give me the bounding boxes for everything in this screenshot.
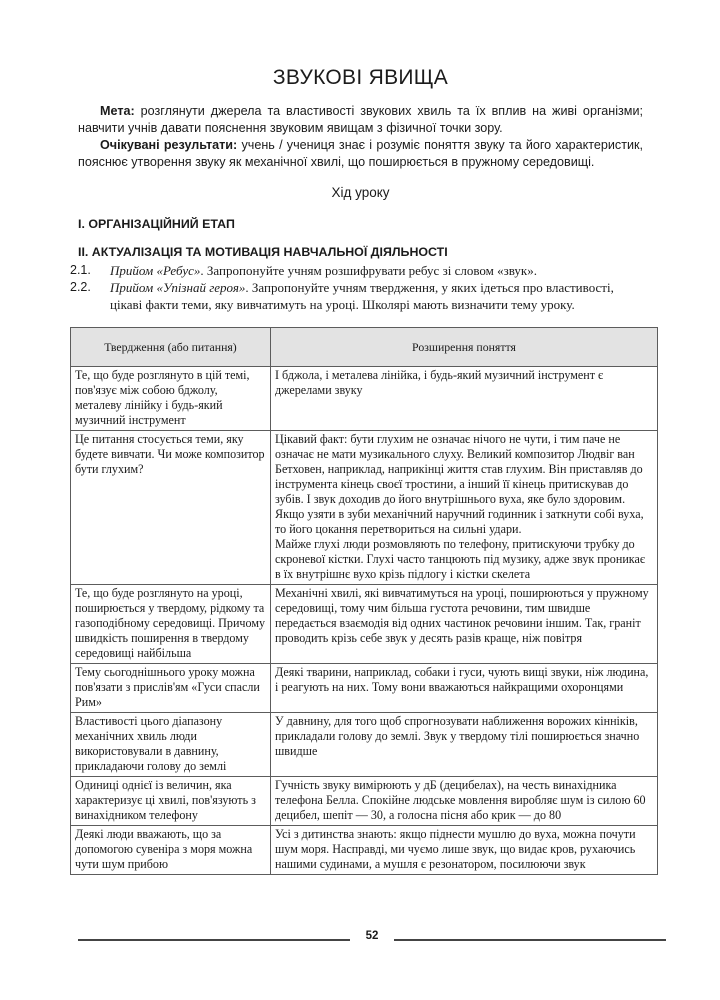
table-row [71,664,658,713]
column-header-expansion: Розширення поняття [271,328,658,367]
table-row [71,826,658,875]
steps-list [70,262,643,313]
step-number: 2.2. [70,280,91,294]
expected-results-label: Очікувані результати: [100,138,238,152]
step-number: 2.1. [70,263,91,277]
table-row [71,713,658,777]
expansion-cell: У давнину, для того щоб спрогнозувати наближення ворожих кінніків, прикладали голову до землі. Звук у твердому тілі поширюється значно швидше [271,713,658,777]
statement-cell: Тему сьогоднішнього уроку можна пов'язати з прислів'ям «Гуси спасли Рим» [71,664,271,713]
expected-results-text: учень / учениця знає і розуміє поняття звуку та його характеристик, пояснює утворення звуку як механічної хвилі, що поширюється в пружному середовищі. [78,138,644,169]
list-item [70,279,643,313]
statement-cell: Одиниці однієї із величин, яка характеризує ці хвилі, пов'язують з винахідником телефону [71,777,271,826]
table-row [71,367,658,431]
goal-paragraph [78,103,643,137]
statement-cell: Те, що буде розглянуто на уроці, поширюється у твердому, рідкому та газоподібному середовищі. Причому швидкість поширення в твердому середовищі найбільша [71,585,271,664]
page-title: ЗВУКОВІ ЯВИЩА [272,66,449,89]
stage-2-heading: ІІ. АКТУАЛІЗАЦІЯ ТА МОТИВАЦІЯ НАВЧАЛЬНОЇ ДІЯЛЬНОСТІ [78,245,448,259]
page-footer [78,930,666,950]
stage-1-heading: І. ОРГАНІЗАЦІЙНИЙ ЕТАП [78,217,235,231]
table-row [71,777,658,826]
statement-cell: Те, що буде розглянуто в цій темі, пов'язує між собою бджолу, металеву лінійку і будь-який музичний інструмент [71,367,271,431]
expansion-cell: Деякі тварини, наприклад, собаки і гуси, чують вищі звуки, ніж людина, і реагують на них. Тому вони вважаються найкращими охоронцями [271,664,658,713]
statement-cell: Деякі люди вважають, що за допомогою сувеніра з моря можна чути шум прибою [71,826,271,875]
list-item [70,262,643,279]
goal-text: розглянути джерела та властивості звукових хвиль та їх вплив на живі організми; навчити учнів давати пояснення звуковим явищам з фізичної точки зору. [78,104,643,135]
step-description: . Запропонуйте учням твердження, у яких ідеться про властивості, цікаві факти теми, яку вивчатимуть на уроці. Школярі мають визначити тему уроку. [110,280,614,312]
step-technique: Прийом «Упізнай героя» [110,280,246,295]
step-text [110,279,643,313]
expansion-cell: Гучність звуку вимірюють у дБ (децибелах), на честь винахідника телефона Белла. Спокійне людське мовлення виробляє шум із силою 60 децибел, шепіт — 30, а голосна пісня або крик — до 80 [271,777,658,826]
table-row [71,431,658,585]
table-header-row [71,328,658,367]
statement-cell: Властивості цього діапазону механічних хвиль люди використовували в давнину, прикладаючи голову до землі [71,713,271,777]
statement-cell: Це питання стосується теми, яку будете вивчати. Чи може композитор бути глухим? [71,431,271,585]
footer-rule-left [78,939,350,941]
expansion-cell: Усі з дитинства знають: якщо піднести мушлю до вуха, можна почути шум моря. Насправді, ми чуємо лише звук, що видає кров, рухаючись нашими судинами, а мушля є резонатором, посилюючи звук [271,826,658,875]
expected-results-paragraph [78,137,643,171]
page-number: 52 [365,930,379,942]
footer-rule-right [394,939,666,941]
lesson-heading: Хід уроку [331,185,390,200]
column-header-statement: Твердження (або питання) [71,328,271,367]
goal-label: Мета: [100,104,135,118]
step-technique: Прийом «Ребус» [110,263,201,278]
statements-table [70,327,658,875]
expansion-cell: Цікавий факт: бути глухим не означає нічого не чути, і тим паче не означає не мати музикального слуху. Великий композитор Людвіг ван Бетховен, наприклад, наприкінці життя став глухим. Він приставляв до інструмента кінець своєї тростини, а інший її кінець притискував до зубів. І звук доходив до його внутрішнього вуха, яке було здоровим. Якщо узяти в зуби механічний наручний годинник і заткнути собі вуха, то його цокання перетвориться на сильні удари. Майже глухі люди розмовляють по телефону, притискуючи трубку до скроневої кістки. Глухі часто танцюють під музику, адже звук проникає в їх внутрішнє вухо крізь підлогу і кістки скелета [271,431,658,585]
expansion-cell: І бджола, і металева лінійка, і будь-який музичний інструмент є джерелами звуку [271,367,658,431]
table-row [71,585,658,664]
page-content [70,62,649,875]
step-text [110,262,643,279]
step-description: . Запропонуйте учням розшифрувати ребус зі словом «звук». [200,263,537,278]
expansion-cell: Механічні хвилі, які вивчатимуться на уроці, поширюються у пружному середовищі, тому чим більша густота речовини, тим швидше передається взаємодія від одних частинок речовини іншим. Так, граніт проводить крізь себе звук у десять разів краще, ніж повітря [271,585,658,664]
